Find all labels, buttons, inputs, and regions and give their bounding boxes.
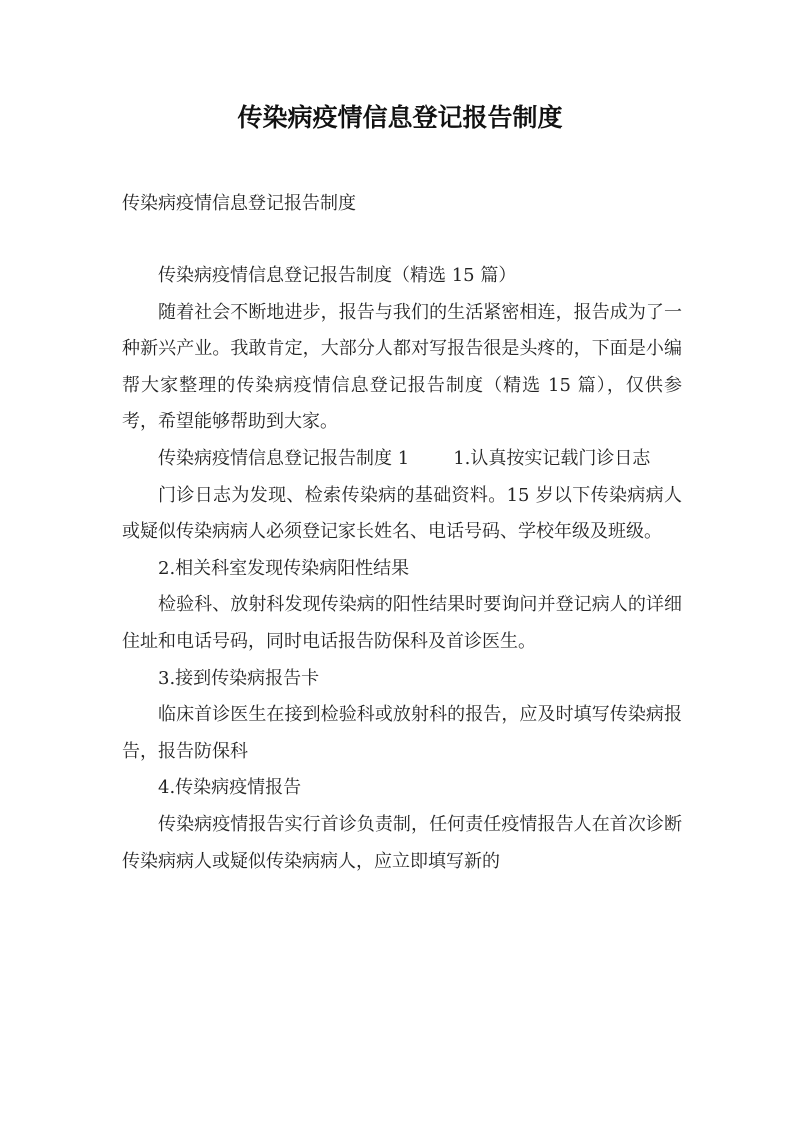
paragraph-outpatient-log: 门诊日志为发现、检索传染病的基础资料。15 岁以下传染病病人或疑似传染病病人必须登记家长姓名、电话号码、学校年级及班级。 <box>122 484 682 543</box>
item-two-heading: 2.相关科室发现传染病阳性结果 <box>158 557 410 579</box>
paragraph-lab-results: 检验科、放射科发现传染病的阳性结果时要询问并登记病人的详细住址和电话号码，同时电话报告防保科及首诊医生。 <box>122 594 682 652</box>
document-title: 传染病疫情信息登记报告制度 <box>237 103 563 132</box>
document-body <box>122 258 682 880</box>
item-three-heading: 3.接到传染病报告卡 <box>158 667 320 689</box>
document-subtitle: 传染病疫情信息登记报告制度 <box>122 193 356 214</box>
paragraph-collection-heading: 传染病疫情信息登记报告制度（精选 15 篇） <box>158 265 517 286</box>
paragraph-epidemic-report: 传染病疫情报告实行首诊负责制，任何责任疫情报告人在首次诊断传染病病人或疑似传染病病人，应立即填写新的 <box>122 813 682 872</box>
paragraph-section-one <box>122 441 682 478</box>
section-one-heading: 传染病疫情信息登记报告制度 1 <box>158 447 410 469</box>
item-four-heading: 4.传染病疫情报告 <box>158 777 302 799</box>
section-one-first-item: 1.认真按实记载门诊日志 <box>453 447 651 469</box>
paragraph-intro: 随着社会不断地进步，报告与我们的生活紧密相连，报告成为了一种新兴产业。我敢肯定，大部分人都对写报告很是头疼的，下面是小编帮大家整理的传染病疫情信息登记报告制度（精选 15 篇），仅供参考，希望能够帮助到大家。 <box>122 301 682 433</box>
paragraph-report-card: 临床首诊医生在接到检验科或放射科的报告，应及时填写传染病报告，报告防保科 <box>122 704 682 762</box>
